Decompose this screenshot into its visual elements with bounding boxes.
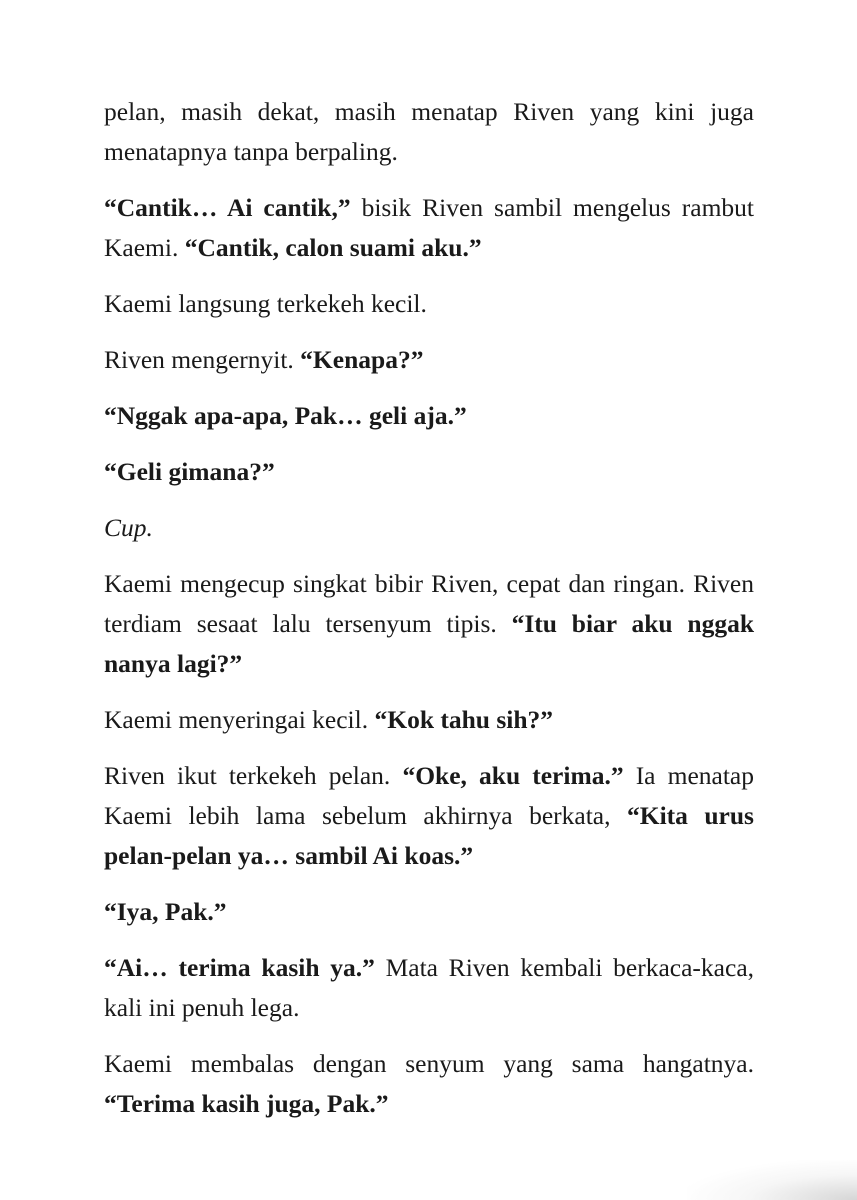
paragraph bbox=[104, 756, 754, 876]
dialogue-text: “Cantik, calon suami aku.” bbox=[184, 233, 482, 262]
paragraph-text: Kaemi mengecup singkat bibir Riven, cepat dan ringan. Riven terdiam sesaat lalu tersenyum tipis. bbox=[104, 569, 754, 638]
document-page bbox=[104, 92, 754, 1140]
dialogue-text: “Ai… terima kasih ya.” bbox=[104, 953, 375, 982]
paragraph bbox=[104, 948, 754, 1028]
dialogue-text: “Geli gimana?” bbox=[104, 457, 275, 486]
paragraph bbox=[104, 508, 754, 548]
sound-effect-text: Cup. bbox=[104, 513, 153, 542]
paragraph-text: Riven mengernyit. bbox=[104, 345, 301, 374]
paragraph bbox=[104, 92, 754, 172]
dialogue-text: “Kenapa?” bbox=[300, 345, 424, 374]
paragraph-text: Ia menatap Kaemi lebih lama sebelum akhirnya berkata, bbox=[104, 761, 754, 830]
paragraph bbox=[104, 564, 754, 684]
dialogue-text: “Nggak apa-apa, Pak… geli aja.” bbox=[104, 401, 467, 430]
dialogue-text: “Terima kasih juga, Pak.” bbox=[104, 1089, 389, 1118]
paragraph bbox=[104, 452, 754, 492]
dialogue-text: “Itu biar aku nggak nanya lagi?” bbox=[104, 609, 755, 678]
paragraph-text: pelan, masih dekat, masih menatap Riven yang kini juga menatapnya tanpa berpaling. bbox=[104, 97, 754, 166]
paragraph bbox=[104, 396, 754, 436]
paragraph-text: bisik Riven sambil mengelus rambut Kaemi. bbox=[104, 193, 754, 262]
paragraph bbox=[104, 284, 754, 324]
page-corner-shadow bbox=[687, 1160, 857, 1200]
paragraph bbox=[104, 700, 754, 740]
paragraph-text: Kaemi membalas dengan senyum yang sama hangatnya. bbox=[104, 1049, 754, 1078]
dialogue-text: “Oke, aku terima.” bbox=[402, 761, 624, 790]
paragraph bbox=[104, 340, 754, 380]
paragraph bbox=[104, 892, 754, 932]
paragraph-text: Mata Riven kembali berkaca-kaca, kali ini penuh lega. bbox=[104, 953, 755, 1022]
paragraph-text: Kaemi langsung terkekeh kecil. bbox=[104, 289, 427, 318]
dialogue-text: “Cantik… Ai cantik,” bbox=[104, 193, 351, 222]
dialogue-text: “Kok tahu sih?” bbox=[374, 705, 554, 734]
paragraph bbox=[104, 188, 754, 268]
dialogue-text: “Kita urus pelan-pelan ya… sambil Ai koas.” bbox=[104, 801, 754, 870]
paragraph-text: Riven ikut terkekeh pelan. bbox=[104, 761, 403, 790]
paragraph bbox=[104, 1044, 754, 1124]
dialogue-text: “Iya, Pak.” bbox=[104, 897, 227, 926]
paragraph-text: Kaemi menyeringai kecil. bbox=[104, 705, 375, 734]
